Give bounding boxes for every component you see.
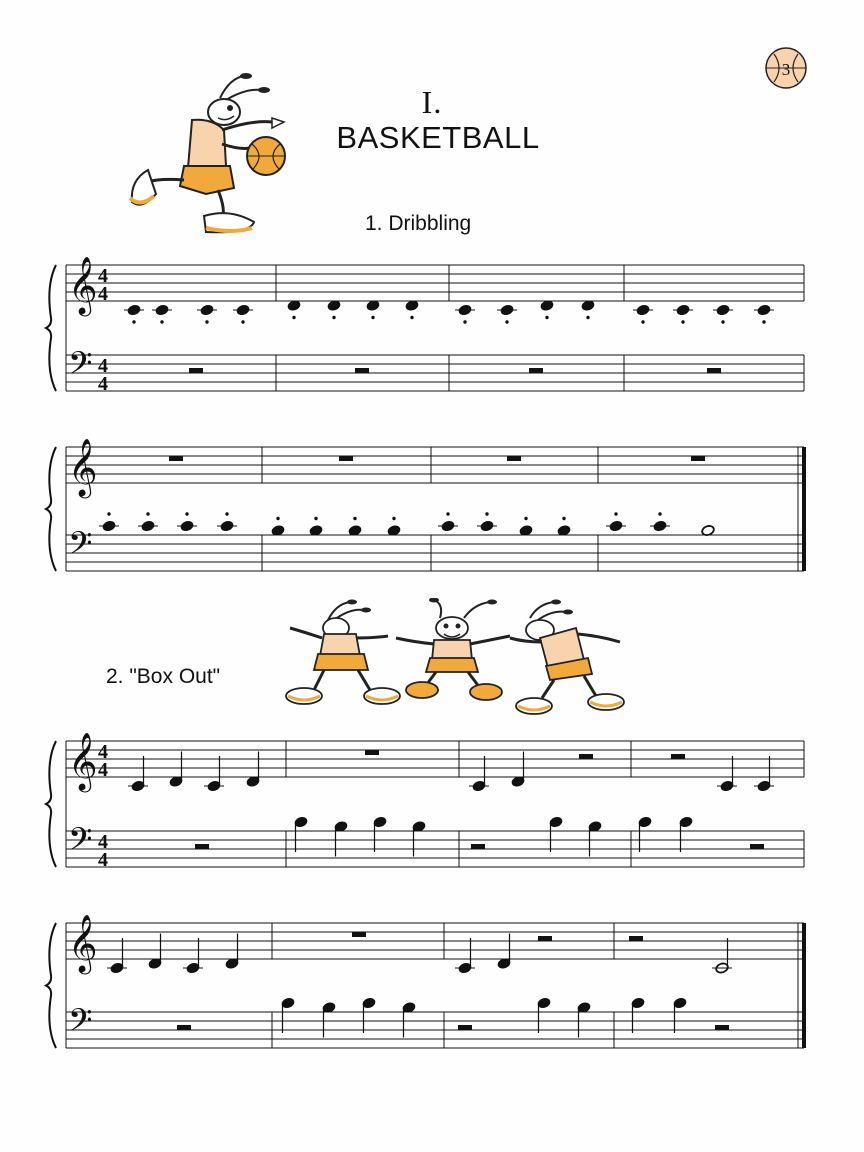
staccato-dot [505,320,508,323]
staccato-dot [721,320,724,323]
page-number: 3 [781,60,791,79]
half-rest [529,368,543,373]
half-rest [458,1025,472,1030]
staccato-dot [562,517,565,520]
staccato-dot [392,517,395,520]
grand-staff-brace [46,447,56,571]
staccato-dot [410,316,413,319]
whole-rest [691,456,705,461]
half-rest [671,754,685,759]
bass-clef-icon: 𝄢 [68,821,93,865]
staccato-dot [524,517,527,520]
staccato-dot [107,512,110,515]
half-rest [538,936,552,941]
staccato-dot [545,316,548,319]
grand-staff-brace [46,265,56,391]
whole-rest [169,456,183,461]
staccato-dot [241,320,244,323]
grand-staff-brace [46,923,56,1048]
grand-staff-brace [46,741,56,867]
half-rest [471,844,485,849]
half-rest [707,368,721,373]
staccato-dot [446,512,449,515]
whole-rest [365,750,379,755]
half-rest [189,368,203,373]
bass-clef-icon: 𝄢 [68,1002,93,1046]
staccato-dot [485,512,488,515]
staccato-dot [332,316,335,319]
staccato-dot [132,320,135,323]
whole-rest [339,456,353,461]
treble-clef-icon: 𝄞 [68,438,98,496]
whole-rest [352,932,366,937]
half-rest [177,1025,191,1030]
piece-title-dribbling: 1. Dribbling [365,212,472,235]
half-rest [750,844,764,849]
staccato-dot [225,512,228,515]
staccato-dot [586,316,589,319]
staccato-dot [463,320,466,323]
staccato-dot [353,517,356,520]
time-signature-bottom: 4 [98,373,108,395]
treble-clef-icon: 𝄞 [68,732,98,790]
time-signature-bottom: 4 [98,759,108,781]
time-signature-bottom: 4 [98,849,108,871]
time-signature-top: 4 [98,355,108,377]
staccato-dot [314,517,317,520]
bass-clef-icon: 𝄢 [68,525,93,569]
piece-title-box-out: 2. "Box Out" [106,665,221,688]
staccato-dot [614,512,617,515]
staccato-dot [762,320,765,323]
staccato-dot [371,316,374,319]
treble-clef-icon: 𝄞 [68,256,98,314]
time-signature-top: 4 [98,265,108,287]
half-rest [715,1025,729,1030]
staccato-dot [160,320,163,323]
staccato-dot [205,320,208,323]
whole-rest [507,456,521,461]
half-rest [195,844,209,849]
half-rest [629,936,643,941]
treble-clef-icon: 𝄞 [68,914,98,972]
staccato-dot [185,512,188,515]
staccato-dot [276,517,279,520]
half-rest [579,754,593,759]
bass-clef-icon: 𝄢 [68,345,93,389]
staccato-dot [146,512,149,515]
chapter-title: BASKETBALL [336,120,540,155]
half-rest [355,368,369,373]
chapter-number: I. [421,84,443,120]
staccato-dot [641,320,644,323]
staccato-dot [681,320,684,323]
time-signature-bottom: 4 [98,283,108,305]
staccato-dot [658,512,661,515]
time-signature-top: 4 [98,741,108,763]
time-signature-top: 4 [98,831,108,853]
staccato-dot [292,316,295,319]
